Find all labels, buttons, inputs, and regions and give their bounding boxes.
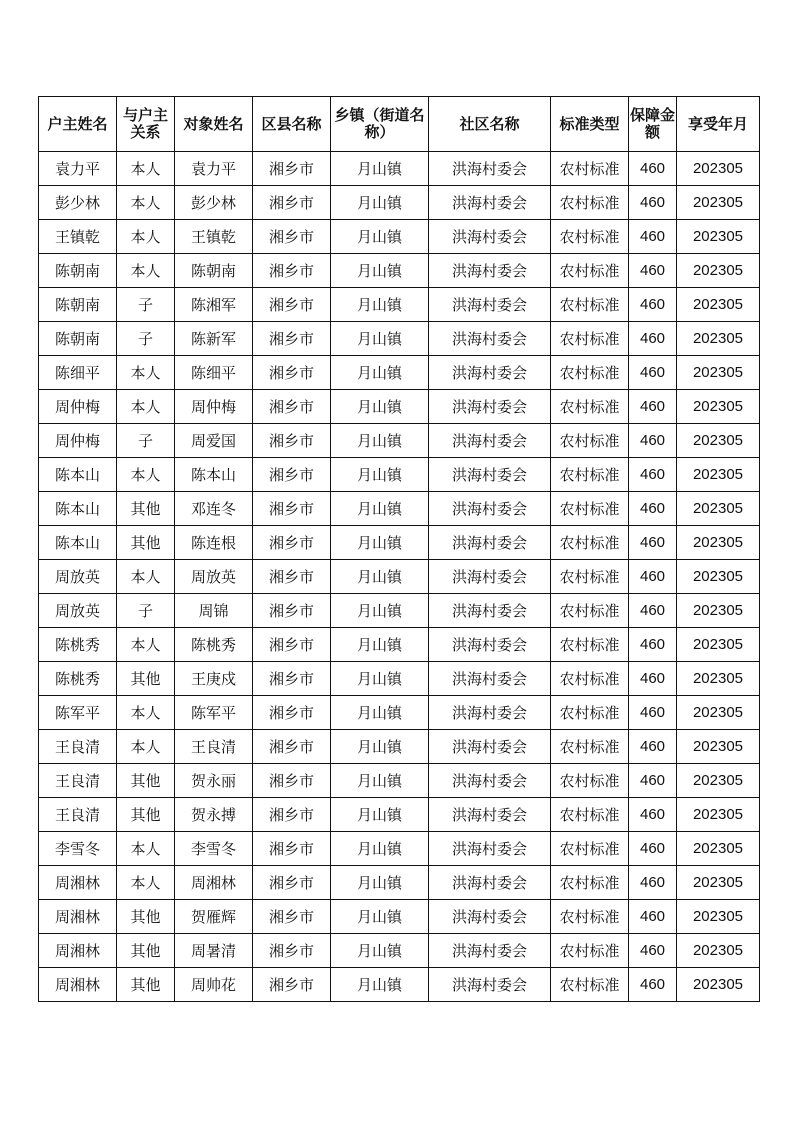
cell-recipient-name: 周锦: [175, 594, 253, 628]
cell-amount: 460: [629, 254, 677, 288]
cell-amount: 460: [629, 866, 677, 900]
cell-recipient-name: 陈细平: [175, 356, 253, 390]
cell-amount: 460: [629, 458, 677, 492]
cell-recipient-name: 陈湘军: [175, 288, 253, 322]
cell-community: 洪海村委会: [429, 730, 551, 764]
cell-amount: 460: [629, 288, 677, 322]
cell-standard-type: 农村标准: [551, 968, 629, 1002]
cell-amount: 460: [629, 764, 677, 798]
cell-relationship: 子: [117, 424, 175, 458]
cell-recipient-name: 贺永丽: [175, 764, 253, 798]
cell-relationship: 本人: [117, 152, 175, 186]
cell-relationship: 本人: [117, 730, 175, 764]
cell-recipient-name: 袁力平: [175, 152, 253, 186]
table-row: [39, 526, 760, 560]
cell-county: 湘乡市: [253, 152, 331, 186]
cell-standard-type: 农村标准: [551, 662, 629, 696]
cell-relationship: 子: [117, 322, 175, 356]
cell-township: 月山镇: [331, 730, 429, 764]
cell-month: 202305: [677, 560, 760, 594]
cell-township: 月山镇: [331, 968, 429, 1002]
table-row: [39, 322, 760, 356]
cell-county: 湘乡市: [253, 254, 331, 288]
cell-township: 月山镇: [331, 424, 429, 458]
cell-relationship: 本人: [117, 390, 175, 424]
cell-householder-name: 陈桃秀: [39, 628, 117, 662]
cell-community: 洪海村委会: [429, 424, 551, 458]
cell-standard-type: 农村标准: [551, 424, 629, 458]
cell-standard-type: 农村标准: [551, 560, 629, 594]
cell-amount: 460: [629, 560, 677, 594]
cell-householder-name: 陈桃秀: [39, 662, 117, 696]
header-standard-type: 标准类型: [551, 97, 629, 152]
cell-standard-type: 农村标准: [551, 220, 629, 254]
cell-recipient-name: 陈本山: [175, 458, 253, 492]
cell-county: 湘乡市: [253, 560, 331, 594]
cell-county: 湘乡市: [253, 356, 331, 390]
table-row: [39, 594, 760, 628]
cell-township: 月山镇: [331, 832, 429, 866]
table-row: [39, 152, 760, 186]
table-row: [39, 662, 760, 696]
cell-township: 月山镇: [331, 696, 429, 730]
header-relationship: 与户主关系: [117, 97, 175, 152]
cell-community: 洪海村委会: [429, 662, 551, 696]
table-row: [39, 288, 760, 322]
table-row: [39, 220, 760, 254]
cell-relationship: 本人: [117, 696, 175, 730]
cell-relationship: 其他: [117, 492, 175, 526]
cell-township: 月山镇: [331, 526, 429, 560]
cell-standard-type: 农村标准: [551, 798, 629, 832]
cell-county: 湘乡市: [253, 764, 331, 798]
cell-amount: 460: [629, 798, 677, 832]
cell-amount: 460: [629, 730, 677, 764]
cell-township: 月山镇: [331, 186, 429, 220]
table-header-row: [39, 97, 760, 152]
cell-householder-name: 陈朝南: [39, 254, 117, 288]
cell-township: 月山镇: [331, 220, 429, 254]
cell-recipient-name: 陈桃秀: [175, 628, 253, 662]
cell-householder-name: 彭少林: [39, 186, 117, 220]
cell-county: 湘乡市: [253, 900, 331, 934]
cell-householder-name: 王镇乾: [39, 220, 117, 254]
cell-month: 202305: [677, 322, 760, 356]
cell-month: 202305: [677, 254, 760, 288]
cell-county: 湘乡市: [253, 288, 331, 322]
cell-recipient-name: 李雪冬: [175, 832, 253, 866]
table-row: [39, 832, 760, 866]
table-row: [39, 560, 760, 594]
cell-amount: 460: [629, 424, 677, 458]
cell-township: 月山镇: [331, 288, 429, 322]
cell-householder-name: 陈朝南: [39, 288, 117, 322]
cell-recipient-name: 彭少林: [175, 186, 253, 220]
cell-householder-name: 周湘林: [39, 866, 117, 900]
cell-county: 湘乡市: [253, 526, 331, 560]
cell-householder-name: 陈细平: [39, 356, 117, 390]
cell-community: 洪海村委会: [429, 356, 551, 390]
cell-county: 湘乡市: [253, 390, 331, 424]
cell-month: 202305: [677, 492, 760, 526]
cell-month: 202305: [677, 356, 760, 390]
cell-standard-type: 农村标准: [551, 254, 629, 288]
cell-county: 湘乡市: [253, 662, 331, 696]
cell-community: 洪海村委会: [429, 764, 551, 798]
header-community: 社区名称: [429, 97, 551, 152]
cell-relationship: 其他: [117, 526, 175, 560]
table-row: [39, 934, 760, 968]
cell-recipient-name: 陈新军: [175, 322, 253, 356]
cell-relationship: 其他: [117, 798, 175, 832]
cell-householder-name: 袁力平: [39, 152, 117, 186]
header-amount: 保障金额: [629, 97, 677, 152]
cell-month: 202305: [677, 628, 760, 662]
cell-standard-type: 农村标准: [551, 594, 629, 628]
cell-recipient-name: 邓连冬: [175, 492, 253, 526]
cell-relationship: 其他: [117, 968, 175, 1002]
cell-community: 洪海村委会: [429, 322, 551, 356]
cell-householder-name: 王良清: [39, 730, 117, 764]
cell-township: 月山镇: [331, 934, 429, 968]
cell-standard-type: 农村标准: [551, 288, 629, 322]
table-row: [39, 968, 760, 1002]
header-householder-name: 户主姓名: [39, 97, 117, 152]
cell-standard-type: 农村标准: [551, 866, 629, 900]
cell-community: 洪海村委会: [429, 152, 551, 186]
cell-standard-type: 农村标准: [551, 492, 629, 526]
cell-amount: 460: [629, 220, 677, 254]
header-county: 区县名称: [253, 97, 331, 152]
cell-community: 洪海村委会: [429, 186, 551, 220]
cell-recipient-name: 周放英: [175, 560, 253, 594]
cell-amount: 460: [629, 322, 677, 356]
table-row: [39, 390, 760, 424]
cell-township: 月山镇: [331, 764, 429, 798]
cell-recipient-name: 贺永搏: [175, 798, 253, 832]
cell-month: 202305: [677, 764, 760, 798]
cell-relationship: 本人: [117, 832, 175, 866]
cell-relationship: 本人: [117, 254, 175, 288]
cell-recipient-name: 贺雁辉: [175, 900, 253, 934]
cell-householder-name: 陈本山: [39, 526, 117, 560]
cell-recipient-name: 周爱国: [175, 424, 253, 458]
cell-month: 202305: [677, 288, 760, 322]
cell-township: 月山镇: [331, 900, 429, 934]
cell-amount: 460: [629, 594, 677, 628]
cell-county: 湘乡市: [253, 220, 331, 254]
cell-relationship: 子: [117, 594, 175, 628]
cell-month: 202305: [677, 186, 760, 220]
cell-month: 202305: [677, 662, 760, 696]
table-body: [39, 152, 760, 1002]
table-row: [39, 798, 760, 832]
cell-amount: 460: [629, 186, 677, 220]
cell-community: 洪海村委会: [429, 934, 551, 968]
cell-amount: 460: [629, 390, 677, 424]
cell-standard-type: 农村标准: [551, 390, 629, 424]
cell-standard-type: 农村标准: [551, 322, 629, 356]
cell-county: 湘乡市: [253, 798, 331, 832]
cell-householder-name: 李雪冬: [39, 832, 117, 866]
cell-standard-type: 农村标准: [551, 628, 629, 662]
table-row: [39, 254, 760, 288]
cell-relationship: 本人: [117, 356, 175, 390]
cell-recipient-name: 王良清: [175, 730, 253, 764]
cell-relationship: 其他: [117, 934, 175, 968]
cell-amount: 460: [629, 628, 677, 662]
cell-amount: 460: [629, 696, 677, 730]
cell-month: 202305: [677, 900, 760, 934]
table-row: [39, 458, 760, 492]
cell-householder-name: 陈朝南: [39, 322, 117, 356]
cell-community: 洪海村委会: [429, 900, 551, 934]
cell-township: 月山镇: [331, 798, 429, 832]
cell-householder-name: 周湘林: [39, 934, 117, 968]
table-row: [39, 730, 760, 764]
cell-month: 202305: [677, 866, 760, 900]
cell-recipient-name: 王镇乾: [175, 220, 253, 254]
cell-householder-name: 陈军平: [39, 696, 117, 730]
cell-standard-type: 农村标准: [551, 730, 629, 764]
cell-amount: 460: [629, 900, 677, 934]
cell-township: 月山镇: [331, 492, 429, 526]
cell-recipient-name: 周湘林: [175, 866, 253, 900]
table-row: [39, 492, 760, 526]
cell-community: 洪海村委会: [429, 390, 551, 424]
cell-standard-type: 农村标准: [551, 458, 629, 492]
cell-householder-name: 王良清: [39, 764, 117, 798]
cell-community: 洪海村委会: [429, 628, 551, 662]
cell-amount: 460: [629, 934, 677, 968]
cell-relationship: 其他: [117, 662, 175, 696]
cell-county: 湘乡市: [253, 866, 331, 900]
cell-community: 洪海村委会: [429, 866, 551, 900]
cell-standard-type: 农村标准: [551, 832, 629, 866]
cell-month: 202305: [677, 594, 760, 628]
cell-township: 月山镇: [331, 662, 429, 696]
cell-county: 湘乡市: [253, 832, 331, 866]
cell-relationship: 其他: [117, 764, 175, 798]
cell-householder-name: 周仲梅: [39, 390, 117, 424]
table-row: [39, 424, 760, 458]
cell-township: 月山镇: [331, 458, 429, 492]
cell-community: 洪海村委会: [429, 492, 551, 526]
cell-standard-type: 农村标准: [551, 764, 629, 798]
cell-standard-type: 农村标准: [551, 934, 629, 968]
cell-community: 洪海村委会: [429, 968, 551, 1002]
table-row: [39, 628, 760, 662]
cell-relationship: 本人: [117, 628, 175, 662]
cell-standard-type: 农村标准: [551, 526, 629, 560]
cell-township: 月山镇: [331, 356, 429, 390]
cell-amount: 460: [629, 662, 677, 696]
cell-recipient-name: 周仲梅: [175, 390, 253, 424]
cell-county: 湘乡市: [253, 424, 331, 458]
table-row: [39, 764, 760, 798]
cell-relationship: 本人: [117, 866, 175, 900]
cell-county: 湘乡市: [253, 968, 331, 1002]
cell-amount: 460: [629, 526, 677, 560]
cell-householder-name: 周湘林: [39, 900, 117, 934]
cell-county: 湘乡市: [253, 730, 331, 764]
cell-township: 月山镇: [331, 594, 429, 628]
cell-month: 202305: [677, 458, 760, 492]
subsidy-roster-table: [38, 96, 760, 1002]
cell-amount: 460: [629, 152, 677, 186]
table-row: [39, 900, 760, 934]
cell-householder-name: 陈本山: [39, 492, 117, 526]
cell-township: 月山镇: [331, 254, 429, 288]
cell-householder-name: 陈本山: [39, 458, 117, 492]
cell-community: 洪海村委会: [429, 288, 551, 322]
cell-recipient-name: 周帅花: [175, 968, 253, 1002]
cell-householder-name: 王良清: [39, 798, 117, 832]
cell-community: 洪海村委会: [429, 220, 551, 254]
header-township: 乡镇（街道名称）: [331, 97, 429, 152]
cell-relationship: 子: [117, 288, 175, 322]
cell-relationship: 本人: [117, 186, 175, 220]
header-month: 享受年月: [677, 97, 760, 152]
cell-county: 湘乡市: [253, 458, 331, 492]
cell-standard-type: 农村标准: [551, 356, 629, 390]
cell-month: 202305: [677, 696, 760, 730]
cell-month: 202305: [677, 730, 760, 764]
cell-county: 湘乡市: [253, 934, 331, 968]
cell-recipient-name: 陈朝南: [175, 254, 253, 288]
cell-relationship: 本人: [117, 220, 175, 254]
cell-householder-name: 周湘林: [39, 968, 117, 1002]
cell-township: 月山镇: [331, 152, 429, 186]
cell-township: 月山镇: [331, 560, 429, 594]
cell-county: 湘乡市: [253, 322, 331, 356]
table-row: [39, 696, 760, 730]
cell-recipient-name: 陈军平: [175, 696, 253, 730]
cell-month: 202305: [677, 390, 760, 424]
cell-recipient-name: 王庚戍: [175, 662, 253, 696]
cell-householder-name: 周仲梅: [39, 424, 117, 458]
cell-standard-type: 农村标准: [551, 186, 629, 220]
cell-community: 洪海村委会: [429, 696, 551, 730]
cell-month: 202305: [677, 934, 760, 968]
cell-community: 洪海村委会: [429, 560, 551, 594]
cell-standard-type: 农村标准: [551, 900, 629, 934]
cell-relationship: 其他: [117, 900, 175, 934]
cell-community: 洪海村委会: [429, 458, 551, 492]
cell-month: 202305: [677, 424, 760, 458]
cell-county: 湘乡市: [253, 186, 331, 220]
cell-recipient-name: 陈连根: [175, 526, 253, 560]
cell-amount: 460: [629, 492, 677, 526]
cell-relationship: 本人: [117, 560, 175, 594]
cell-county: 湘乡市: [253, 628, 331, 662]
cell-month: 202305: [677, 968, 760, 1002]
cell-standard-type: 农村标准: [551, 152, 629, 186]
cell-recipient-name: 周暑清: [175, 934, 253, 968]
header-recipient-name: 对象姓名: [175, 97, 253, 152]
cell-county: 湘乡市: [253, 492, 331, 526]
cell-relationship: 本人: [117, 458, 175, 492]
table-row: [39, 186, 760, 220]
cell-township: 月山镇: [331, 866, 429, 900]
cell-householder-name: 周放英: [39, 560, 117, 594]
cell-community: 洪海村委会: [429, 254, 551, 288]
cell-householder-name: 周放英: [39, 594, 117, 628]
cell-month: 202305: [677, 526, 760, 560]
cell-amount: 460: [629, 356, 677, 390]
cell-month: 202305: [677, 832, 760, 866]
cell-county: 湘乡市: [253, 594, 331, 628]
cell-month: 202305: [677, 152, 760, 186]
cell-township: 月山镇: [331, 322, 429, 356]
cell-month: 202305: [677, 220, 760, 254]
cell-amount: 460: [629, 832, 677, 866]
cell-month: 202305: [677, 798, 760, 832]
cell-amount: 460: [629, 968, 677, 1002]
cell-township: 月山镇: [331, 390, 429, 424]
cell-standard-type: 农村标准: [551, 696, 629, 730]
cell-township: 月山镇: [331, 628, 429, 662]
cell-community: 洪海村委会: [429, 526, 551, 560]
table-row: [39, 356, 760, 390]
cell-community: 洪海村委会: [429, 798, 551, 832]
cell-county: 湘乡市: [253, 696, 331, 730]
cell-community: 洪海村委会: [429, 594, 551, 628]
table-row: [39, 866, 760, 900]
cell-community: 洪海村委会: [429, 832, 551, 866]
